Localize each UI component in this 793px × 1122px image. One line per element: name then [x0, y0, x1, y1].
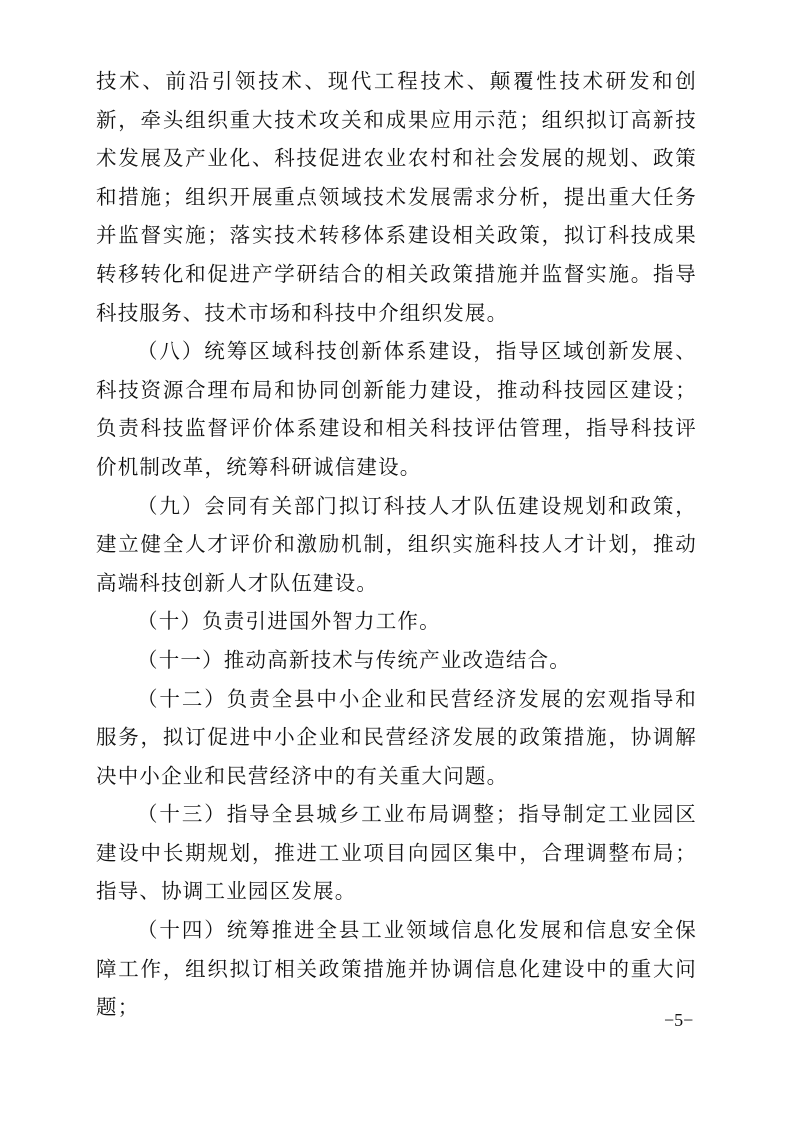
paragraph-item-12: （十二）负责全县中小企业和民营经济发展的宏观指导和服务，拟订促进中小企业和民营经济发展的政策措施，协调解决中小企业和民营经济中的有关重大问题。	[96, 686, 697, 788]
page-number: −5−	[664, 1010, 694, 1030]
paragraph-item-10: （十）负责引进国外智力工作。	[137, 609, 441, 634]
paragraph-item-14: （十四）统筹推进全县工业领域信息化发展和信息安全保障工作，组织拟订相关政策措施并协调信息化建设中的重大问题；	[96, 918, 697, 1020]
paragraph-continuation: 技术、前沿引领技术、现代工程技术、颠覆性技术研发和创新，牵头组织重大技术攻关和成果应用示范；组织拟订高新技术发展及产业化、科技促进农业农村和社会发展的规划、政策和措施；组织开展重点领域技术发展需求分析，提出重大任务并监督实施；落实技术转移体系建设相关政策，拟订科技成果转移转化和促进产学研结合的相关政策措施并监督实施。指导科技服务、技术市场和科技中介组织发展。	[96, 69, 697, 325]
paragraph-item-8: （八）统筹区域科技创新体系建设，指导区域创新发展、科技资源合理布局和协同创新能力建设，推动科技园区建设；负责科技监督评价体系建设和相关科技评估管理，指导科技评价机制改革，统筹科研诚信建设。	[96, 339, 697, 479]
paragraph-item-9: （九）会同有关部门拟订科技人才队伍建设规划和政策，建立健全人才评价和激励机制，组织实施科技人才计划，推动高端科技创新人才队伍建设。	[96, 493, 697, 595]
paragraph-item-11: （十一）推动高新技术与传统产业改造结合。	[137, 647, 571, 672]
paragraph-item-13: （十三）指导全县城乡工业布局调整；指导制定工业园区建设中长期规划，推进工业项目向园区集中，合理调整布局；指导、协调工业园区发展。	[96, 802, 697, 904]
document-body	[96, 62, 697, 1027]
